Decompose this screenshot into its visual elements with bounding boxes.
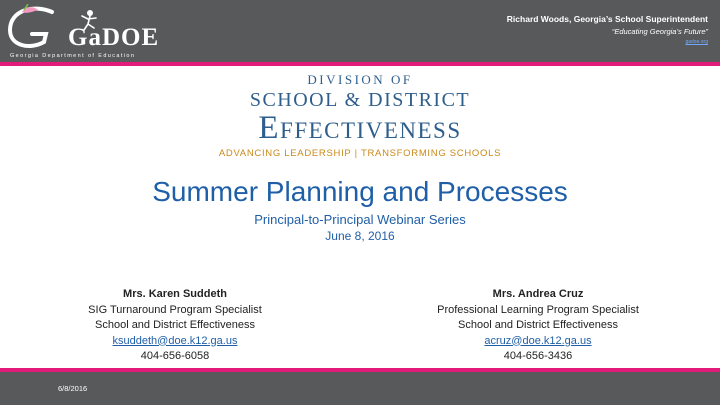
gadoe-logo[interactable]: [4, 4, 160, 60]
gadoe-website-link[interactable]: gadoe.org: [685, 39, 708, 45]
footer-bar: [0, 372, 720, 405]
header-bar: [0, 0, 720, 62]
contact-department: School and District Effectiveness: [95, 319, 255, 331]
contact-role: Professional Learning Program Specialist: [437, 303, 639, 316]
presentation-date: June 8, 2016: [325, 229, 395, 243]
presentation-title-block: [0, 176, 720, 243]
school-district-label: SCHOOL & DISTRICT: [249, 89, 471, 111]
contact-name: Mrs. Andrea Cruz: [492, 288, 584, 300]
contact-role: SIG Turnaround Program Specialist: [88, 303, 262, 316]
contact-name: Mrs. Karen Suddeth: [123, 288, 227, 300]
logo-text: GaDOE: [68, 24, 160, 51]
contact-department: School and District Effectiveness: [458, 319, 618, 331]
header-accent-line: [0, 62, 720, 66]
division-of-label: DIVISION OF: [307, 72, 413, 87]
contact-email-link[interactable]: acruz@doe.k12.ga.us: [484, 334, 592, 347]
footer-date: 6/8/2016: [58, 384, 88, 393]
contact-card-right: [403, 287, 673, 365]
presentation-subtitle: Principal-to-Principal Webinar Series: [254, 212, 466, 227]
brand-tagline: ADVANCING LEADERSHIP | TRANSFORMING SCHOOLS: [218, 148, 502, 159]
presentation-title: Summer Planning and Processes: [152, 176, 568, 207]
division-brand: [0, 72, 720, 159]
superintendent-tagline: “Educating Georgia’s Future”: [611, 27, 708, 36]
contact-phone: 404-656-3436: [503, 350, 573, 362]
contact-phone: 404-656-6058: [140, 350, 210, 362]
contact-email-link[interactable]: ksuddeth@doe.k12.ga.us: [112, 334, 238, 347]
superintendent-name: Richard Woods, Georgia’s School Superintendent: [506, 14, 708, 24]
effectiveness-label: Effectiveness: [258, 110, 462, 146]
contact-card-left: [40, 287, 310, 365]
superintendent-block: [507, 14, 708, 45]
logo-subtitle: Georgia Department of Education: [10, 53, 136, 59]
